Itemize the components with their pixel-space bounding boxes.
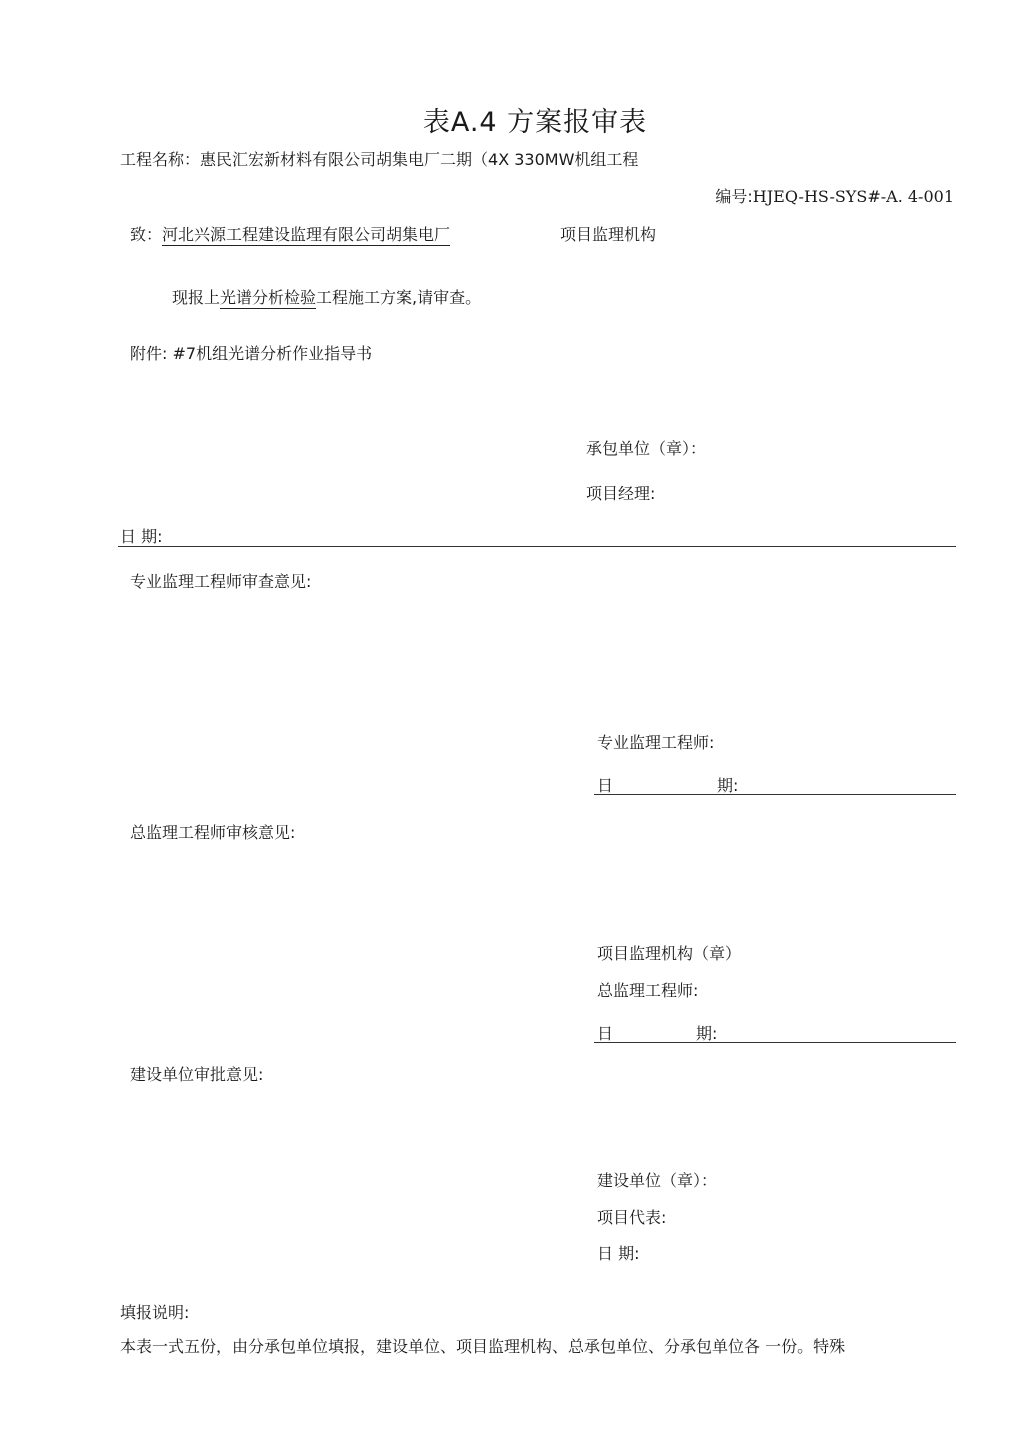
serial-number-value: HJEQ-HS-SYS#-A. 4-001 (752, 187, 954, 206)
addressee-suffix: 项目监理机构 (560, 225, 657, 244)
engineer-review-heading: 专业监理工程师审查意见: (130, 572, 312, 591)
engineer-signer-label: 专业监理工程师: (597, 733, 715, 752)
report-suffix: 工程施工方案,请审查。 (316, 288, 482, 307)
engineer-date-period: 期: (717, 776, 739, 795)
attachment-value: #7机组光谱分析作业指导书 (172, 344, 373, 363)
project-name-label: 工程名称： (120, 150, 201, 169)
contractor-date-label: 日 期: (120, 527, 163, 546)
report-line (172, 285, 481, 308)
report-subject: 光谱分析检验 (220, 288, 317, 307)
notes-heading: 填报说明: (120, 1303, 190, 1322)
attachment-label: 附件: (130, 344, 168, 363)
contractor-unit-label: 承包单位（章）： (586, 439, 707, 458)
owner-date-label: 日 期: (597, 1244, 640, 1263)
chief-date-underline (594, 1042, 956, 1043)
attachment-row (130, 341, 372, 364)
form-title: 表A.4 方案报审表 (422, 107, 648, 138)
notes-text: 本表一式五份，由分承包单位填报，建设单位、项目监理机构、总承包单位、分承包单位各 一份。特殊 (120, 1337, 846, 1356)
owner-rep-label: 项目代表: (597, 1208, 667, 1227)
project-name-row (120, 147, 638, 170)
report-prefix: 现报上 (172, 288, 221, 307)
chief-review-heading: 总监理工程师审核意见: (130, 823, 296, 842)
chief-date-day: 日 (597, 1024, 614, 1043)
addressee-label: 致： (130, 225, 163, 244)
serial-number-label: 编号: (715, 187, 753, 206)
chief-signer-label: 总监理工程师: (597, 981, 699, 1000)
project-name-value: 惠民汇宏新材料有限公司胡集电厂二期（4X 330MW机组工程 (200, 150, 639, 169)
addressee-row (130, 222, 450, 245)
serial-number-row (715, 184, 954, 207)
engineer-date-day: 日 (597, 776, 614, 795)
section-divider (118, 546, 956, 547)
chief-org-label: 项目监理机构（章） (597, 944, 742, 963)
project-manager-label: 项目经理: (586, 484, 656, 503)
chief-date-period: 期: (696, 1024, 718, 1043)
owner-review-heading: 建设单位审批意见: (130, 1065, 264, 1084)
engineer-date-underline (594, 794, 956, 795)
addressee-org: 河北兴源工程建设监理有限公司胡集电厂 (162, 225, 451, 244)
owner-unit-label: 建设单位（章）： (597, 1171, 718, 1190)
